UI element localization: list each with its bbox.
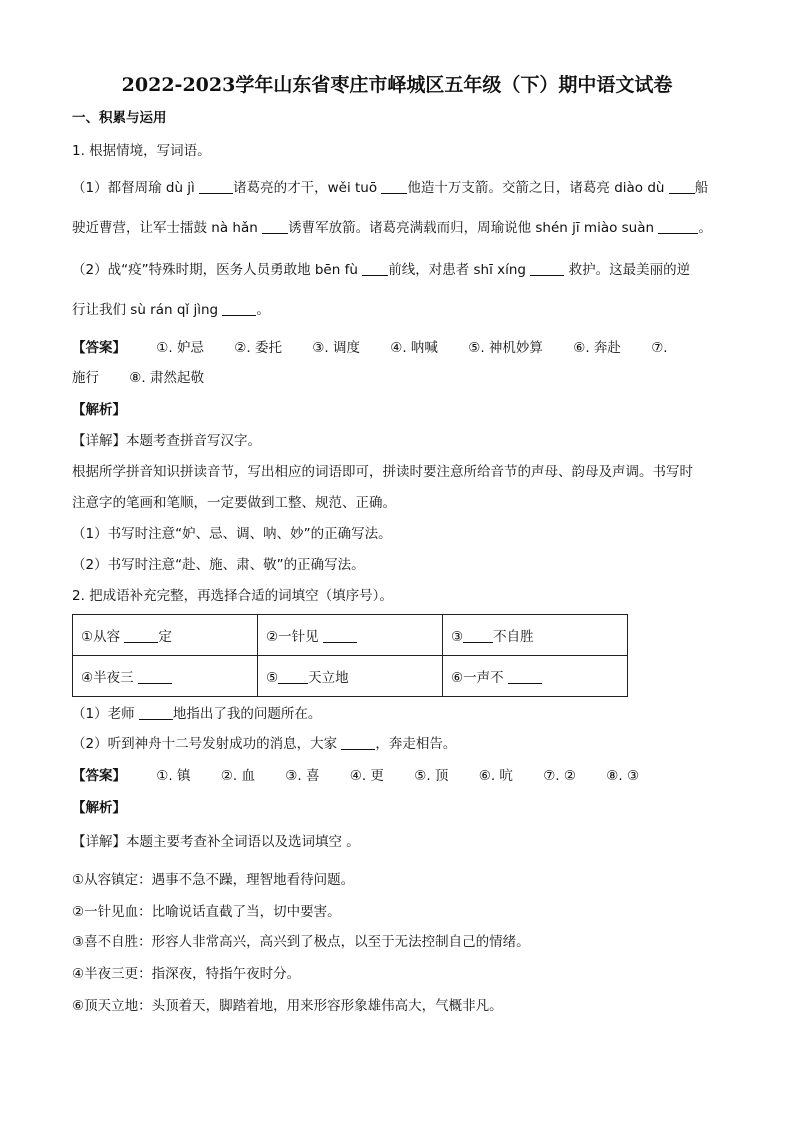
- answer-item: ②. 委托: [234, 340, 282, 356]
- text: 。: [698, 220, 712, 236]
- q2-sentence: （2）听到神舟十二号发射成功的消息，大家 ，奔走相告。: [72, 736, 457, 752]
- answer-item: ①. 镇: [156, 768, 191, 784]
- section-heading: 一、积累与运用: [72, 110, 167, 126]
- q2-answer-line: [72, 766, 732, 786]
- answer-item: ④. 更: [349, 768, 384, 784]
- text: 诱曹军放箭。诸葛亮满载而归，周瑜说他 shén jī miào suàn: [288, 220, 655, 236]
- answer-blank[interactable]: [530, 261, 564, 276]
- answer-blank[interactable]: [138, 669, 172, 684]
- answer-item: ⑤. 顶: [414, 768, 449, 784]
- answer-blank[interactable]: [199, 179, 233, 194]
- answer-item: ⑦. ②: [543, 768, 576, 784]
- table-cell: ⑤ 天立地: [258, 656, 443, 697]
- answer-blank[interactable]: [341, 735, 375, 750]
- q2-stem: 2. 把成语补充完整，再选择合适的词填空（填序号）。: [72, 588, 393, 604]
- detail-text: 【详解】本题考查拼音写汉字。: [72, 433, 261, 449]
- detail-text: 根据所学拼音知识拼读音节，写出相应的词语即可，拼读时要注意所给音节的声母、韵母及声调。书写时: [72, 464, 693, 480]
- answer-blank[interactable]: [508, 669, 542, 684]
- q1-paragraph-line: [72, 260, 732, 280]
- detail-text: 【详解】本题主要考查补全词语以及选词填空 。: [72, 834, 360, 850]
- explanation-item: ①从容镇定：遇事不急不躁，理智地看待问题。: [72, 872, 355, 888]
- answer-item: ④. 呐喊: [390, 340, 438, 356]
- table-cell: ⑥一声不: [443, 656, 628, 697]
- text: 驶近曹营，让军士擂鼓 nà hǎn: [72, 220, 258, 236]
- table-cell: ②一针见: [258, 615, 443, 656]
- answer-item: ⑤. 神机妙算: [468, 340, 543, 356]
- answer-blank[interactable]: [139, 705, 173, 720]
- answer-item: ⑦.: [651, 340, 668, 356]
- text: 船: [694, 180, 709, 196]
- analysis-tag: 【解析】: [72, 402, 126, 418]
- table-cell: ④半夜三: [73, 656, 258, 697]
- answer-blank[interactable]: [323, 628, 357, 643]
- answer-blank[interactable]: [262, 219, 288, 234]
- table-cell: ③ 不自胜: [443, 615, 628, 656]
- answer-tag: 【答案】: [72, 340, 126, 356]
- answer-blank[interactable]: [222, 301, 256, 316]
- table-row: [73, 656, 628, 697]
- q1-answer-line: [72, 338, 732, 358]
- table-row: [73, 615, 628, 656]
- text: 行让我们 sù rán qǐ jìng: [72, 302, 219, 318]
- detail-text: （1）书写时注意“妒、忌、调、呐、妙”的正确写法。: [72, 526, 392, 542]
- text: 前线，对患者 shī xíng: [388, 262, 526, 278]
- answer-item: ②. 血: [220, 768, 255, 784]
- answer-item: ①. 妒忌: [156, 340, 204, 356]
- q1-paragraph-line: [72, 300, 732, 320]
- page-title: 2022-2023学年山东省枣庄市峄城区五年级（下）期中语文试卷: [121, 74, 673, 96]
- answer-item: ③. 喜: [285, 768, 320, 784]
- q1-paragraph-line: [72, 218, 732, 238]
- answer-item: ⑧. 肃然起敬: [129, 370, 204, 386]
- q1-stem: 1. 根据情境，写词语。: [72, 143, 211, 159]
- answer-blank[interactable]: [124, 628, 158, 643]
- explanation-item: ③喜不自胜：形容人非常高兴，高兴到了极点，以至于无法控制自己的情绪。: [72, 934, 530, 950]
- text: 他造十万支箭。交箭之日，诸葛亮 diào dù: [407, 180, 665, 196]
- answer-blank[interactable]: [381, 179, 407, 194]
- text: （2）战“疫”特殊时期，医务人员勇敢地 bēn fù: [72, 262, 358, 278]
- answer-blank[interactable]: [362, 261, 388, 276]
- answer-blank[interactable]: [278, 669, 308, 684]
- text: 。: [256, 302, 270, 318]
- answer-item: 施行: [72, 370, 99, 386]
- q1-paragraph-line: [72, 178, 732, 198]
- answer-blank[interactable]: [658, 219, 698, 234]
- answer-blank[interactable]: [463, 628, 493, 643]
- idiom-table: [72, 614, 628, 697]
- text: （1）都督周瑜 dù jì: [72, 180, 195, 196]
- answer-tag: 【答案】: [72, 768, 126, 784]
- answer-item: ③. 调度: [312, 340, 360, 356]
- answer-blank[interactable]: [669, 179, 695, 194]
- answer-item: ⑥. 吭: [478, 768, 513, 784]
- q2-sentence: （1）老师 地指出了我的问题所在。: [72, 706, 322, 722]
- text: 诸葛亮的才干，wěi tuō: [233, 180, 378, 196]
- explanation-item: ②一针见血：比喻说话直截了当，切中要害。: [72, 904, 341, 920]
- analysis-tag: 【解析】: [72, 800, 126, 816]
- detail-text: 注意字的笔画和笔顺，一定要做到工整、规范、正确。: [72, 495, 396, 511]
- answer-item: ⑧. ③: [606, 768, 640, 784]
- explanation-item: ⑥顶天立地：头顶着天，脚踏着地，用来形容形象雄伟高大，气概非凡。: [72, 998, 503, 1014]
- answer-item: ⑥. 奔赴: [573, 340, 621, 356]
- q1-answer-line-2: [72, 368, 732, 388]
- explanation-item: ④半夜三更：指深夜，特指午夜时分。: [72, 966, 301, 982]
- table-cell: ①从容 定: [73, 615, 258, 656]
- text: 救护。这最美丽的逆: [564, 262, 691, 278]
- detail-text: （2）书写时注意“赴、施、肃、敬”的正确写法。: [72, 557, 365, 573]
